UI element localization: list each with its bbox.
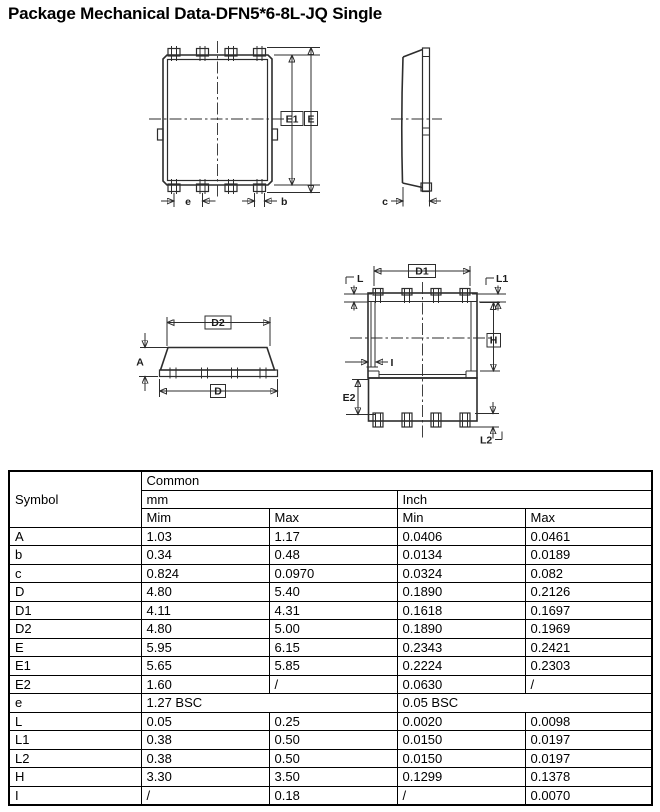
top-view-top-pins: [168, 46, 266, 61]
symbol-cell: c: [9, 564, 141, 583]
symbol-cell: e: [9, 694, 141, 713]
value-cell: 0.1618: [397, 601, 525, 620]
value-cell: 1.27 BSC: [141, 694, 397, 713]
value-cell: 0.824: [141, 564, 269, 583]
value-cell: 4.80: [141, 620, 269, 639]
table-header-row-1: [9, 471, 652, 490]
value-cell: 0.1697: [525, 601, 652, 620]
top-view-bottom-pins: [168, 179, 266, 194]
symbol-cell: b: [9, 546, 141, 565]
value-cell: 0.0406: [397, 527, 525, 546]
table-row: [9, 583, 652, 602]
table-row: [9, 601, 652, 620]
symbol-cell: E1: [9, 657, 141, 676]
header-mm-max: Max: [269, 509, 397, 528]
dim-label-h: H: [489, 334, 498, 347]
symbol-cell: E2: [9, 675, 141, 694]
dim-label-l2: L2: [480, 434, 493, 447]
table-row: [9, 712, 652, 731]
table-row: [9, 749, 652, 768]
value-cell: 1.60: [141, 675, 269, 694]
value-cell: 0.0197: [525, 731, 652, 750]
value-cell: 0.1890: [397, 620, 525, 639]
symbol-cell: H: [9, 768, 141, 787]
dim-label-d2: D2: [211, 317, 225, 329]
value-cell: 0.48: [269, 546, 397, 565]
dim-label-d: D: [214, 385, 222, 398]
dim-label-c: c: [382, 196, 388, 208]
side-view-drawing: [382, 48, 442, 208]
symbol-cell: E: [9, 638, 141, 657]
dim-label-i: I: [390, 357, 394, 369]
table-row: [9, 657, 652, 676]
value-cell: 0.0134: [397, 546, 525, 565]
value-cell: 0.1890: [397, 583, 525, 602]
symbol-cell: D: [9, 583, 141, 602]
dim-label-l1: L1: [496, 273, 509, 285]
bottom-view-drawing: [343, 265, 509, 447]
value-cell: 0.2421: [525, 638, 652, 657]
top-view-left-tab: [158, 129, 164, 140]
symbol-cell: I: [9, 786, 141, 805]
symbol-cell: D2: [9, 620, 141, 639]
value-cell: 0.0020: [397, 712, 525, 731]
value-cell: 0.2126: [525, 583, 652, 602]
header-symbol: Symbol: [9, 471, 141, 527]
table-row: [9, 546, 652, 565]
bottom-view-bottom-pins: [373, 413, 470, 427]
value-cell: 0.05: [141, 712, 269, 731]
value-cell: 3.30: [141, 768, 269, 787]
value-cell: 0.2343: [397, 638, 525, 657]
value-cell: 0.0461: [525, 527, 652, 546]
value-cell: 0.0970: [269, 564, 397, 583]
table-row: [9, 731, 652, 750]
value-cell: 0.0150: [397, 749, 525, 768]
value-cell: 0.38: [141, 749, 269, 768]
table-row: [9, 527, 652, 546]
value-cell: 4.11: [141, 601, 269, 620]
value-cell: 5.40: [269, 583, 397, 602]
table-row: [9, 694, 652, 713]
header-mm-min: Mim: [141, 509, 269, 528]
symbol-cell: L1: [9, 731, 141, 750]
dimension-table-body: [9, 527, 652, 805]
value-cell: 1.03: [141, 527, 269, 546]
header-inch: Inch: [397, 490, 652, 509]
value-cell: 0.0070: [525, 786, 652, 805]
value-cell: 0.1299: [397, 768, 525, 787]
symbol-cell: A: [9, 527, 141, 546]
dim-label-e1-body: E1: [285, 113, 299, 126]
page-title: Package Mechanical Data-DFN5*6-8L-JQ Single: [8, 4, 383, 23]
dim-label-b: b: [281, 196, 288, 208]
symbol-cell: L: [9, 712, 141, 731]
value-cell: 0.0197: [525, 749, 652, 768]
value-cell: 6.15: [269, 638, 397, 657]
top-view-drawing: [149, 41, 320, 208]
value-cell: 0.34: [141, 546, 269, 565]
value-cell: /: [141, 786, 269, 805]
table-row: [9, 786, 652, 805]
value-cell: 0.2303: [525, 657, 652, 676]
table-row: [9, 768, 652, 787]
bottom-view-top-pins: [373, 289, 470, 304]
dim-label-e-overall: E: [307, 113, 315, 126]
dim-label-d1: D1: [415, 265, 429, 278]
table-row: [9, 620, 652, 639]
value-cell: 5.65: [141, 657, 269, 676]
symbol-cell: D1: [9, 601, 141, 620]
table-row: [9, 675, 652, 694]
value-cell: 0.1378: [525, 768, 652, 787]
header-common: Common: [141, 471, 652, 490]
value-cell: 0.0324: [397, 564, 525, 583]
value-cell: 0.0189: [525, 546, 652, 565]
symbol-cell: L2: [9, 749, 141, 768]
top-view-right-tab: [272, 129, 278, 140]
value-cell: 0.05 BSC: [397, 694, 652, 713]
value-cell: 0.38: [141, 731, 269, 750]
dim-label-e-pitch: e: [185, 196, 191, 208]
value-cell: 5.95: [141, 638, 269, 657]
value-cell: 3.50: [269, 768, 397, 787]
value-cell: 5.85: [269, 657, 397, 676]
header-inch-min: Min: [397, 509, 525, 528]
value-cell: 4.80: [141, 583, 269, 602]
value-cell: 0.0630: [397, 675, 525, 694]
value-cell: 1.17: [269, 527, 397, 546]
value-cell: 0.082: [525, 564, 652, 583]
table-row: [9, 564, 652, 583]
value-cell: /: [397, 786, 525, 805]
value-cell: 0.0150: [397, 731, 525, 750]
value-cell: 5.00: [269, 620, 397, 639]
header-mm: mm: [141, 490, 397, 509]
table-row: [9, 638, 652, 657]
value-cell: /: [269, 675, 397, 694]
value-cell: 4.31: [269, 601, 397, 620]
value-cell: 0.50: [269, 731, 397, 750]
dim-label-l: L: [357, 273, 364, 285]
front-view-drawing: [136, 316, 277, 398]
dim-label-a: A: [136, 356, 144, 369]
value-cell: 0.0098: [525, 712, 652, 731]
value-cell: 0.2224: [397, 657, 525, 676]
dimension-table: [8, 470, 653, 806]
header-inch-max: Max: [525, 509, 652, 528]
value-cell: 0.25: [269, 712, 397, 731]
value-cell: 0.18: [269, 786, 397, 805]
value-cell: /: [525, 675, 652, 694]
dim-label-e2: E2: [342, 392, 356, 404]
value-cell: 0.1969: [525, 620, 652, 639]
value-cell: 0.50: [269, 749, 397, 768]
